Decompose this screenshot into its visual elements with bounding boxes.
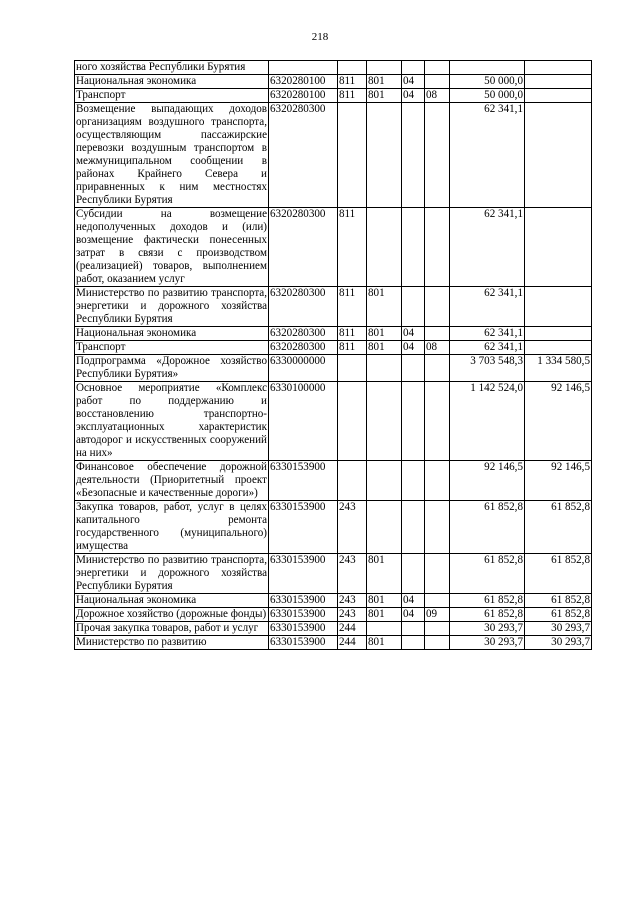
row-pr [425, 636, 450, 650]
row-sum-2: 92 146,5 [525, 382, 592, 461]
row-ved: 801 [367, 89, 402, 103]
row-rz [402, 622, 425, 636]
row-ved [367, 103, 402, 208]
row-sum-2: 30 293,7 [525, 636, 592, 650]
row-sum-1: 62 341,1 [450, 341, 525, 355]
table-row [75, 355, 592, 382]
row-rz: 04 [402, 341, 425, 355]
row-sum-2 [525, 287, 592, 327]
row-rz: 04 [402, 608, 425, 622]
row-kvr: 243 [338, 594, 367, 608]
row-ved: 801 [367, 554, 402, 594]
row-kvr: 244 [338, 622, 367, 636]
row-sum-2: 61 852,8 [525, 554, 592, 594]
row-sum-1: 1 142 524,0 [450, 382, 525, 461]
row-sum-1: 62 341,1 [450, 103, 525, 208]
row-code: 6330153900 [269, 622, 338, 636]
row-pr: 09 [425, 608, 450, 622]
row-pr [425, 287, 450, 327]
row-name: Министерство по развитию транспорта, энергетики и дорожного хозяйства Республики Бурятия [76, 287, 267, 325]
row-code: 6330153900 [269, 461, 338, 501]
row-sum-1: 30 293,7 [450, 636, 525, 650]
row-kvr [338, 382, 367, 461]
row-code: 6330153900 [269, 608, 338, 622]
row-sum-2: 1 334 580,5 [525, 355, 592, 382]
row-ved: 801 [367, 75, 402, 89]
row-ved [367, 622, 402, 636]
row-sum-2 [525, 208, 592, 287]
row-ved: 801 [367, 327, 402, 341]
row-pr [425, 501, 450, 554]
row-pr [425, 208, 450, 287]
row-code: 6320280300 [269, 208, 338, 287]
row-sum-2 [525, 75, 592, 89]
row-ved [367, 61, 402, 75]
row-kvr: 244 [338, 636, 367, 650]
row-sum-1: 62 341,1 [450, 287, 525, 327]
row-pr [425, 103, 450, 208]
row-sum-1: 61 852,8 [450, 501, 525, 554]
row-sum-1: 92 146,5 [450, 461, 525, 501]
row-pr [425, 61, 450, 75]
row-ved [367, 461, 402, 501]
row-rz [402, 355, 425, 382]
row-sum-2 [525, 327, 592, 341]
row-name: Субсидии на возмещение недополученных доходов и (или) возмещение фактически понесенных затрат в связи с производством (реализацией) товаров, выполнением работ, оказанием услуг [76, 208, 267, 285]
row-pr [425, 355, 450, 382]
row-name: Возмещение выпадающих доходов организациям воздушного транспорта, осуществляющим пассажирские перевозки воздушным транспортом в межмуниципальном сообщении в районах Крайнего Севера и приравненных к ним местностях Республики Бурятия [76, 103, 267, 206]
row-sum-1: 30 293,7 [450, 622, 525, 636]
row-rz: 04 [402, 89, 425, 103]
row-name: Подпрограмма «Дорожное хозяйство Республики Бурятия» [76, 355, 267, 380]
row-kvr: 811 [338, 75, 367, 89]
row-pr [425, 622, 450, 636]
row-ved: 801 [367, 287, 402, 327]
row-sum-2: 30 293,7 [525, 622, 592, 636]
row-sum-2: 61 852,8 [525, 594, 592, 608]
row-ved: 801 [367, 608, 402, 622]
row-name: Национальная экономика [75, 75, 269, 89]
row-code: 6330153900 [269, 501, 338, 554]
row-sum-1: 62 341,1 [450, 208, 525, 287]
row-name: Дорожное хозяйство (дорожные фонды) [75, 608, 269, 622]
row-ved [367, 382, 402, 461]
row-pr: 08 [425, 341, 450, 355]
table-row [75, 103, 592, 208]
row-code: 6330153900 [269, 594, 338, 608]
row-code: 6320280300 [269, 341, 338, 355]
row-name: Финансовое обеспечение дорожной деятельности (Приоритетный проект «Безопасные и качественные дороги») [76, 461, 267, 499]
row-sum-1: 61 852,8 [450, 608, 525, 622]
row-sum-2: 92 146,5 [525, 461, 592, 501]
row-kvr: 811 [338, 89, 367, 103]
row-rz: 04 [402, 75, 425, 89]
row-rz [402, 636, 425, 650]
row-sum-1: 50 000,0 [450, 75, 525, 89]
table-row [75, 461, 592, 501]
row-kvr: 243 [338, 608, 367, 622]
row-pr [425, 75, 450, 89]
row-code: 6320280300 [269, 103, 338, 208]
row-sum-1: 3 703 548,3 [450, 355, 525, 382]
table-row [75, 636, 592, 650]
row-name: Транспорт [75, 341, 269, 355]
row-rz [402, 461, 425, 501]
table-row [75, 608, 592, 622]
table-row [75, 61, 592, 75]
table-row [75, 75, 592, 89]
row-rz: 04 [402, 594, 425, 608]
table-row [75, 382, 592, 461]
row-pr [425, 461, 450, 501]
row-kvr [338, 61, 367, 75]
row-sum-1: 50 000,0 [450, 89, 525, 103]
row-name: Министерство по развитию транспорта, энергетики и дорожного хозяйства Республики Бурятия [76, 554, 267, 592]
row-ved [367, 501, 402, 554]
row-kvr [338, 355, 367, 382]
row-kvr: 811 [338, 341, 367, 355]
row-ved: 801 [367, 341, 402, 355]
row-name: Министерство по развитию [75, 636, 269, 650]
row-sum-1 [450, 61, 525, 75]
row-ved [367, 355, 402, 382]
row-name: ного хозяйства Республики Бурятия [75, 61, 269, 75]
row-rz [402, 208, 425, 287]
row-kvr: 243 [338, 501, 367, 554]
row-name: Национальная экономика [75, 327, 269, 341]
row-sum-2 [525, 89, 592, 103]
row-rz [402, 287, 425, 327]
row-rz [402, 554, 425, 594]
row-name: Транспорт [75, 89, 269, 103]
row-rz [402, 103, 425, 208]
row-pr [425, 382, 450, 461]
row-code: 6330153900 [269, 636, 338, 650]
row-rz [402, 61, 425, 75]
row-code: 6330100000 [269, 382, 338, 461]
row-pr [425, 594, 450, 608]
table-row [75, 208, 592, 287]
row-sum-2 [525, 103, 592, 208]
row-kvr: 243 [338, 554, 367, 594]
row-sum-2: 61 852,8 [525, 608, 592, 622]
row-name: Прочая закупка товаров, работ и услуг [75, 622, 269, 636]
table-row [75, 594, 592, 608]
table-row [75, 554, 592, 594]
row-kvr: 811 [338, 287, 367, 327]
row-rz: 04 [402, 327, 425, 341]
row-name: Национальная экономика [75, 594, 269, 608]
row-code: 6330153900 [269, 554, 338, 594]
row-ved [367, 208, 402, 287]
row-code: 6320280300 [269, 287, 338, 327]
table-row [75, 327, 592, 341]
row-code: 6320280300 [269, 327, 338, 341]
page-number: 218 [311, 31, 329, 43]
row-code [269, 61, 338, 75]
table-row [75, 89, 592, 103]
row-name: Закупка товаров, работ, услуг в целях капитального ремонта государственного (муниципального) имущества [76, 501, 267, 552]
row-sum-2 [525, 61, 592, 75]
row-kvr: 811 [338, 208, 367, 287]
table-row [75, 622, 592, 636]
row-pr [425, 327, 450, 341]
row-ved: 801 [367, 594, 402, 608]
row-kvr [338, 103, 367, 208]
row-name: Основное мероприятие «Комплекс работ по поддержанию и восстановлению транспортно-эксплуатационных характеристик автодорог и искусственных сооружений на них» [76, 382, 267, 459]
row-code: 6320280100 [269, 75, 338, 89]
row-sum-1: 62 341,1 [450, 327, 525, 341]
row-rz [402, 382, 425, 461]
table-row [75, 341, 592, 355]
budget-table [74, 60, 592, 650]
row-code: 6330000000 [269, 355, 338, 382]
row-pr [425, 554, 450, 594]
table-row [75, 287, 592, 327]
table-row [75, 501, 592, 554]
row-pr: 08 [425, 89, 450, 103]
row-sum-1: 61 852,8 [450, 594, 525, 608]
row-ved: 801 [367, 636, 402, 650]
row-sum-1: 61 852,8 [450, 554, 525, 594]
row-kvr: 811 [338, 327, 367, 341]
row-sum-2 [525, 341, 592, 355]
row-sum-2: 61 852,8 [525, 501, 592, 554]
row-code: 6320280100 [269, 89, 338, 103]
row-kvr [338, 461, 367, 501]
row-rz [402, 501, 425, 554]
